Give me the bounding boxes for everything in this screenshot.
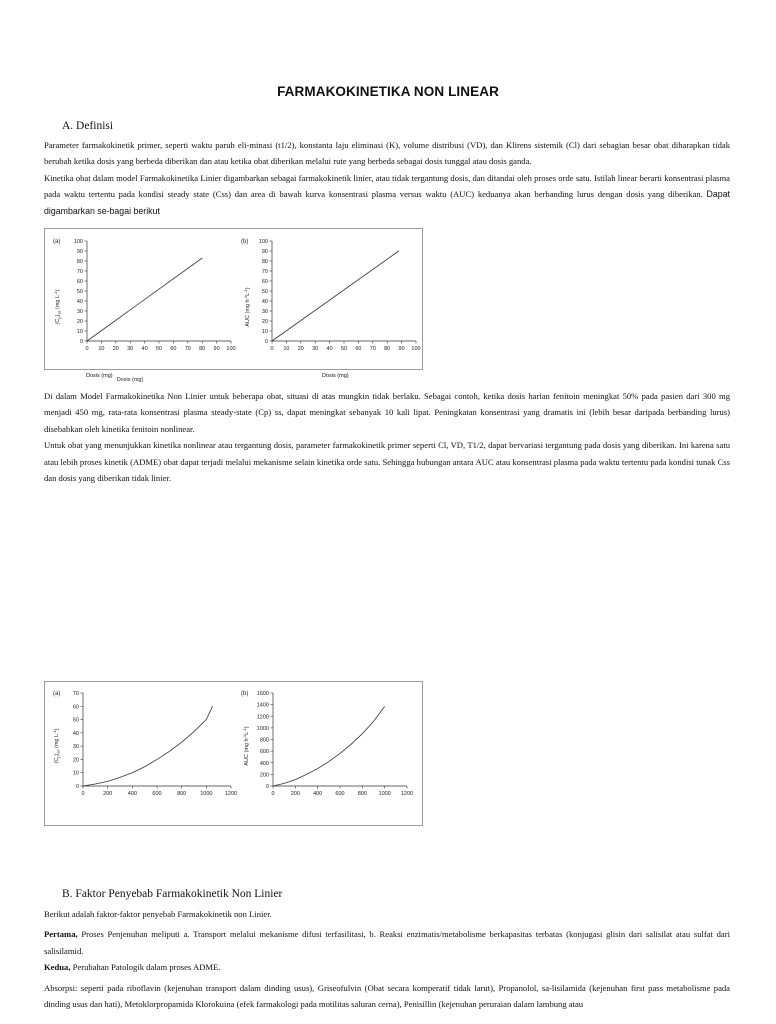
y-tick-label: 1400 <box>256 702 269 709</box>
x-tick-label: 0 <box>81 791 85 797</box>
y-tick-label: 1200 <box>256 714 269 721</box>
linear-ylabel-b: AUC (mg $h^{-1}L^{-1}$) <box>243 287 251 327</box>
y-tick-label: 90 <box>76 249 83 255</box>
figure-nonlinear <box>44 681 423 826</box>
linear-plot-a <box>74 239 236 352</box>
section-b-absorpsi: Absorpsi: seperti pada riboflavin (kejenuhan transport dalam dinding usus), Griseofulvin (Obat secara komperatif tidak larut), Propanolol, sa-lisilamida (kejenuhan first pass metabolisme pada dinding usus dan hati), Metoklorpropamida Klorokuina (efek farmakologi pada motilitas saluran cerna), Penisillin (kejenuhan peruraian dalam lambung atau <box>44 982 730 1010</box>
paragraph-2 <box>44 170 730 219</box>
linear-xlabel-b-text: Dosis (mg) <box>322 373 349 379</box>
x-tick-label: 200 <box>103 791 113 797</box>
y-tick-label: 50 <box>72 717 79 724</box>
linear-xlabel-a-text: Dosis (mg) <box>86 373 113 379</box>
section-b-paragraphs <box>44 906 730 1012</box>
nonlinear-plot-b <box>257 691 413 797</box>
x-tick-label: 1200 <box>224 791 238 797</box>
x-tick-label: 1000 <box>378 791 391 797</box>
panel-a-label: (a) <box>53 239 61 245</box>
x-tick-label: 100 <box>411 346 421 352</box>
nonlinear-plot-a <box>73 691 237 797</box>
y-tick-label: 80 <box>76 259 83 265</box>
y-tick-label: 60 <box>76 279 83 285</box>
y-tick-label: 40 <box>261 299 268 305</box>
linear-xlabels <box>44 373 421 385</box>
paragraph-3: Di dalam Model Farmakokinetika Non Linier untuk beberapa obat, situasi di atas mungkin tidak berlaku. Sebagai contoh, ketika dosis harian fenitoin meningkat 50% pada pasien dari 300 mg menjadi 450 mg, rata-rata konsentrasi plasma steady-state (Cp) ss, dapat meningkat sebanyak 10 kali lipat. Peningkatan konsentrasi yang dramatis ini (lebih besar daripada berbanding lurus) disebabkan oleh kinetika fenitoin nonlinear. <box>44 391 730 434</box>
x-tick-label: 0 <box>85 346 89 352</box>
figure-nonlinear-svg <box>45 682 422 825</box>
nl-ylabel-b: AUC (mg $h^{-1}L^{-1}$) <box>242 726 250 766</box>
x-tick-label: 90 <box>398 346 405 352</box>
paragraph-4: Untuk obat yang menunjukkan kinetika nonlinear atau tergantung dosis, parameter farmakokinetik primer seperti Cl, VD, T1/2, dapat bervariasi tergantung pada dosis yang diberikan. Ini karena satu atau lebih proses kinetik (ADME) obat dapat terjadi melalui mekanisme selain kinetika orde satu. Sehingga hubungan antara AUC atau konsentrasi plasma pada waktu tertentu pada kondisi tunak Css dan dosis yang diberikan tidak linier. <box>44 440 730 484</box>
x-tick-label: 60 <box>170 346 177 352</box>
nl-panel-b-label: (b) <box>241 691 249 697</box>
x-tick-label: 80 <box>384 346 391 352</box>
y-tick-label: 70 <box>76 269 83 275</box>
x-tick-label: 40 <box>141 346 148 352</box>
linear-plot-b <box>259 239 421 352</box>
x-tick-label: 30 <box>312 346 319 352</box>
series-line <box>273 706 385 786</box>
linear-ylabel-a: $(C_p)_{ss}$ (mg $L^{-1}$) <box>53 289 62 325</box>
y-tick-label: 60 <box>72 704 79 711</box>
y-tick-label: 0 <box>265 784 269 790</box>
y-tick-label: 100 <box>258 239 268 245</box>
kedua-text: Perubahan Patologik dalam proses ADME. <box>70 962 221 973</box>
figure-linear <box>44 228 423 383</box>
y-tick-label: 80 <box>261 259 268 265</box>
y-tick-label: 0 <box>79 339 83 345</box>
series-line <box>272 251 399 341</box>
x-tick-label: 40 <box>326 346 333 352</box>
x-tick-label: 0 <box>270 346 274 352</box>
y-tick-label: 1600 <box>256 691 269 697</box>
y-tick-label: 30 <box>261 309 268 315</box>
y-tick-label: 30 <box>76 309 83 315</box>
section-b-intro: Berikut adalah faktor-faktor penyebab Farmakokinetik non Linier. <box>44 909 272 919</box>
y-tick-label: 100 <box>73 239 83 245</box>
kedua-label: Kedua, <box>44 962 71 973</box>
x-tick-label: 0 <box>271 791 275 797</box>
pertama-label: Pertama, <box>44 929 78 940</box>
y-tick-label: 20 <box>76 319 83 325</box>
page-title: FARMAKOKINETIKA NON LINEAR <box>277 84 499 99</box>
series-line <box>83 706 213 786</box>
y-tick-label: 400 <box>259 760 269 767</box>
linear-xlabel-a: Dosis (mg) <box>116 377 144 383</box>
section-a-paragraphs <box>44 137 730 219</box>
y-tick-label: 70 <box>261 269 268 275</box>
section-b-kedua <box>44 959 730 975</box>
section-b-heading: B. Faktor Penyebab Farmakokinetik Non Linier <box>62 888 283 900</box>
x-tick-label: 70 <box>184 346 191 352</box>
x-tick-label: 100 <box>226 346 236 352</box>
y-tick-label: 50 <box>76 289 83 295</box>
x-tick-label: 200 <box>290 791 300 797</box>
x-tick-label: 1000 <box>200 791 213 797</box>
y-tick-label: 70 <box>72 691 79 697</box>
x-tick-label: 60 <box>355 346 362 352</box>
x-tick-label: 90 <box>213 346 220 352</box>
y-tick-label: 10 <box>72 770 79 777</box>
y-tick-label: 40 <box>76 299 83 305</box>
x-tick-label: 20 <box>112 346 119 352</box>
x-tick-label: 400 <box>127 791 137 797</box>
y-tick-label: 0 <box>264 339 268 345</box>
section-b-pertama <box>44 926 730 959</box>
y-tick-label: 0 <box>75 784 79 790</box>
y-tick-label: 30 <box>72 744 79 751</box>
x-tick-label: 600 <box>335 791 345 797</box>
figure-linear-svg <box>45 229 422 383</box>
y-tick-label: 800 <box>259 737 269 744</box>
paragraph-1: Parameter farmakokinetik primer, seperti waktu paruh eli-minasi (t1/2), konstanta laju eliminasi (K), volume distribusi (VD), dan Klirens sistemik (Cl) dari sebagian besar obat diharapkan tidak berubah ketika dosis yang berbeda diberikan dan atau ketika obat diberikan melalui rute yang berbeda sebagai dosis tunggal atau dosis ganda. <box>44 140 730 167</box>
y-tick-label: 60 <box>261 279 268 285</box>
panel-b-label: (b) <box>241 239 249 245</box>
x-tick-label: 10 <box>98 346 105 352</box>
paragraph-2-text: Kinetika obat dalam model Farmakokinetika Linier digambarkan sebagai farmakokinetik linier, atau tidak tergantung dosis, dan ditandai oleh proses orde satu. Istilah linear berarti konsentrasi plasma pada waktu tertentu pada kondisi steady state (Css) dan area di bawah kurva konsentrasi plasma versus waktu (AUC) keduanya akan berbanding lurus dengan dosis yang diberikan. <box>44 172 730 200</box>
series-line <box>87 258 202 341</box>
pertama-text: Proses Penjenuhan meliputi a. Transport melalui mekanisme difusi terfasilitasi, b. Reaksi enzimatis/metabolisme berkapasitas terbatas (konjugasi glisin dari salisilat atau sulfat dari salisilamid. <box>44 929 730 956</box>
y-tick-label: 10 <box>76 329 83 335</box>
x-tick-label: 600 <box>152 791 162 797</box>
x-tick-label: 50 <box>155 346 163 352</box>
x-tick-label: 80 <box>199 346 206 352</box>
x-tick-label: 30 <box>127 346 134 352</box>
section-a-heading: A. Definisi <box>62 120 114 132</box>
y-tick-label: 10 <box>261 329 268 335</box>
nl-panel-a-label: (a) <box>53 691 61 697</box>
y-tick-label: 40 <box>72 730 79 737</box>
x-tick-label: 1200 <box>400 791 414 797</box>
x-tick-label: 20 <box>297 346 304 352</box>
paragraph-2-tail: Dapat digambarkan se-bagai berikut <box>44 189 730 216</box>
section-a-paragraphs-2 <box>44 388 730 486</box>
nl-ylabel-a: $(C_p)_{ss}$ (mg $L^{-1}$) <box>52 728 61 764</box>
x-tick-label: 50 <box>340 346 348 352</box>
y-tick-label: 90 <box>261 249 268 255</box>
y-tick-label: 600 <box>259 749 269 756</box>
y-tick-label: 200 <box>259 772 269 779</box>
x-tick-label: 800 <box>177 791 187 797</box>
y-tick-label: 1000 <box>256 725 269 732</box>
y-tick-label: 20 <box>72 757 79 764</box>
y-tick-label: 20 <box>261 319 268 325</box>
x-tick-label: 10 <box>283 346 290 352</box>
x-tick-label: 800 <box>357 791 367 797</box>
x-tick-label: 400 <box>313 791 323 797</box>
x-tick-label: 70 <box>369 346 376 352</box>
y-tick-label: 50 <box>261 289 268 295</box>
